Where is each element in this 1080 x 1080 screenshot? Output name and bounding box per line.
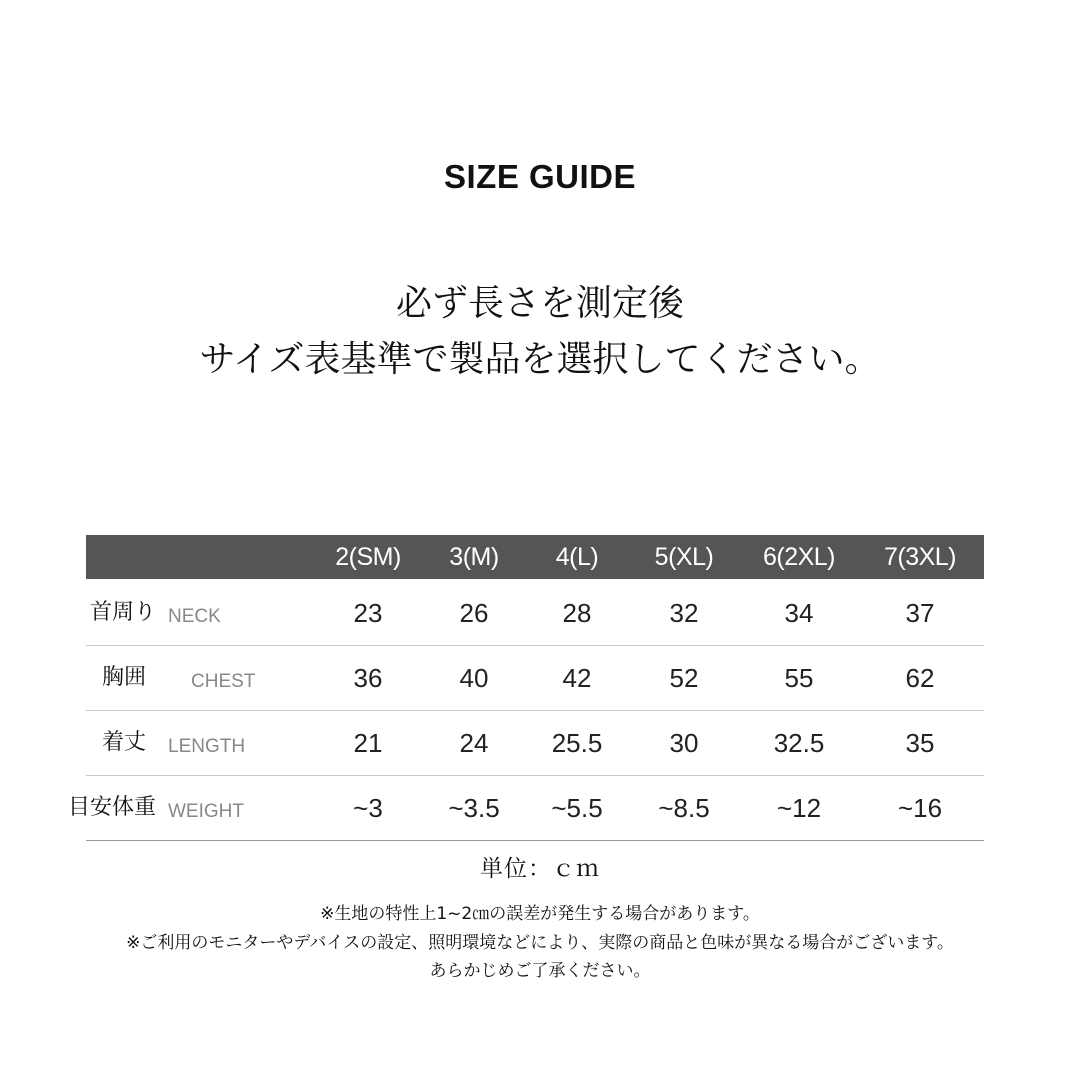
table-cell: 25.5 (551, 728, 603, 758)
table-cell: 34 (784, 598, 814, 628)
table-row-length (86, 711, 984, 776)
table-row-weight (68, 776, 984, 841)
table-cell: 28 (562, 598, 592, 628)
intro-line-1: 必ず長さを測定後 (395, 283, 684, 324)
page-title: SIZE GUIDE (443, 158, 637, 195)
row-label-en: NECK (168, 606, 221, 627)
row-label-en: WEIGHT (168, 801, 244, 822)
table-cell: ~3 (353, 793, 383, 823)
table-cell: ~16 (897, 793, 943, 823)
row-label-jp: 首周り (90, 600, 157, 625)
column-header: 7(3XL) (883, 543, 957, 571)
table-cell: 40 (459, 663, 489, 693)
table-cell: 55 (784, 663, 814, 693)
column-header: 5(XL) (654, 543, 714, 571)
note-line-2: ※ご利用のモニターやデバイスの設定、照明環境などにより、実際の商品と色味が異なる場合がございます。 (126, 933, 954, 953)
note-line-1: ※生地の特性上1~2㎝の誤差が発生する場合があります。 (320, 904, 760, 924)
table-cell: 32.5 (773, 728, 825, 758)
table-cell: 23 (353, 598, 383, 628)
table-cell: 26 (459, 598, 489, 628)
table-cell: 42 (562, 663, 592, 693)
row-label-jp: 胸囲 (102, 665, 147, 690)
table-cell: ~3.5 (448, 793, 500, 823)
table-cell: ~5.5 (551, 793, 603, 823)
table-header (86, 535, 984, 579)
column-header: 3(M) (449, 543, 499, 571)
table-cell: 62 (905, 663, 935, 693)
table-cell: 24 (459, 728, 489, 758)
row-label-jp: 着丈 (102, 730, 147, 755)
intro-line-2: サイズ表基準で製品を選択してください。 (199, 339, 881, 380)
table-cell: 37 (905, 598, 935, 628)
row-label-en: CHEST (191, 671, 256, 692)
table-row-neck (86, 581, 984, 646)
table-row-chest (86, 646, 984, 711)
table-cell: 36 (353, 663, 383, 693)
column-header: 6(2XL) (762, 543, 836, 571)
table-cell: ~8.5 (658, 793, 710, 823)
size-table (68, 535, 984, 841)
table-cell: 32 (669, 598, 699, 628)
column-header: 2(SM) (335, 543, 401, 571)
table-cell: 52 (669, 663, 699, 693)
table-cell: ~12 (776, 793, 822, 823)
table-cell: 35 (905, 728, 935, 758)
unit-label: 単位：ｃｍ (480, 856, 600, 882)
row-label-en: LENGTH (168, 736, 246, 757)
row-label-jp: 目安体重 (68, 795, 157, 820)
table-cell: 21 (353, 728, 383, 758)
column-header: 4(L) (555, 543, 599, 571)
note-line-3: あらかじめご了承ください。 (429, 961, 651, 981)
table-cell: 30 (669, 728, 699, 758)
